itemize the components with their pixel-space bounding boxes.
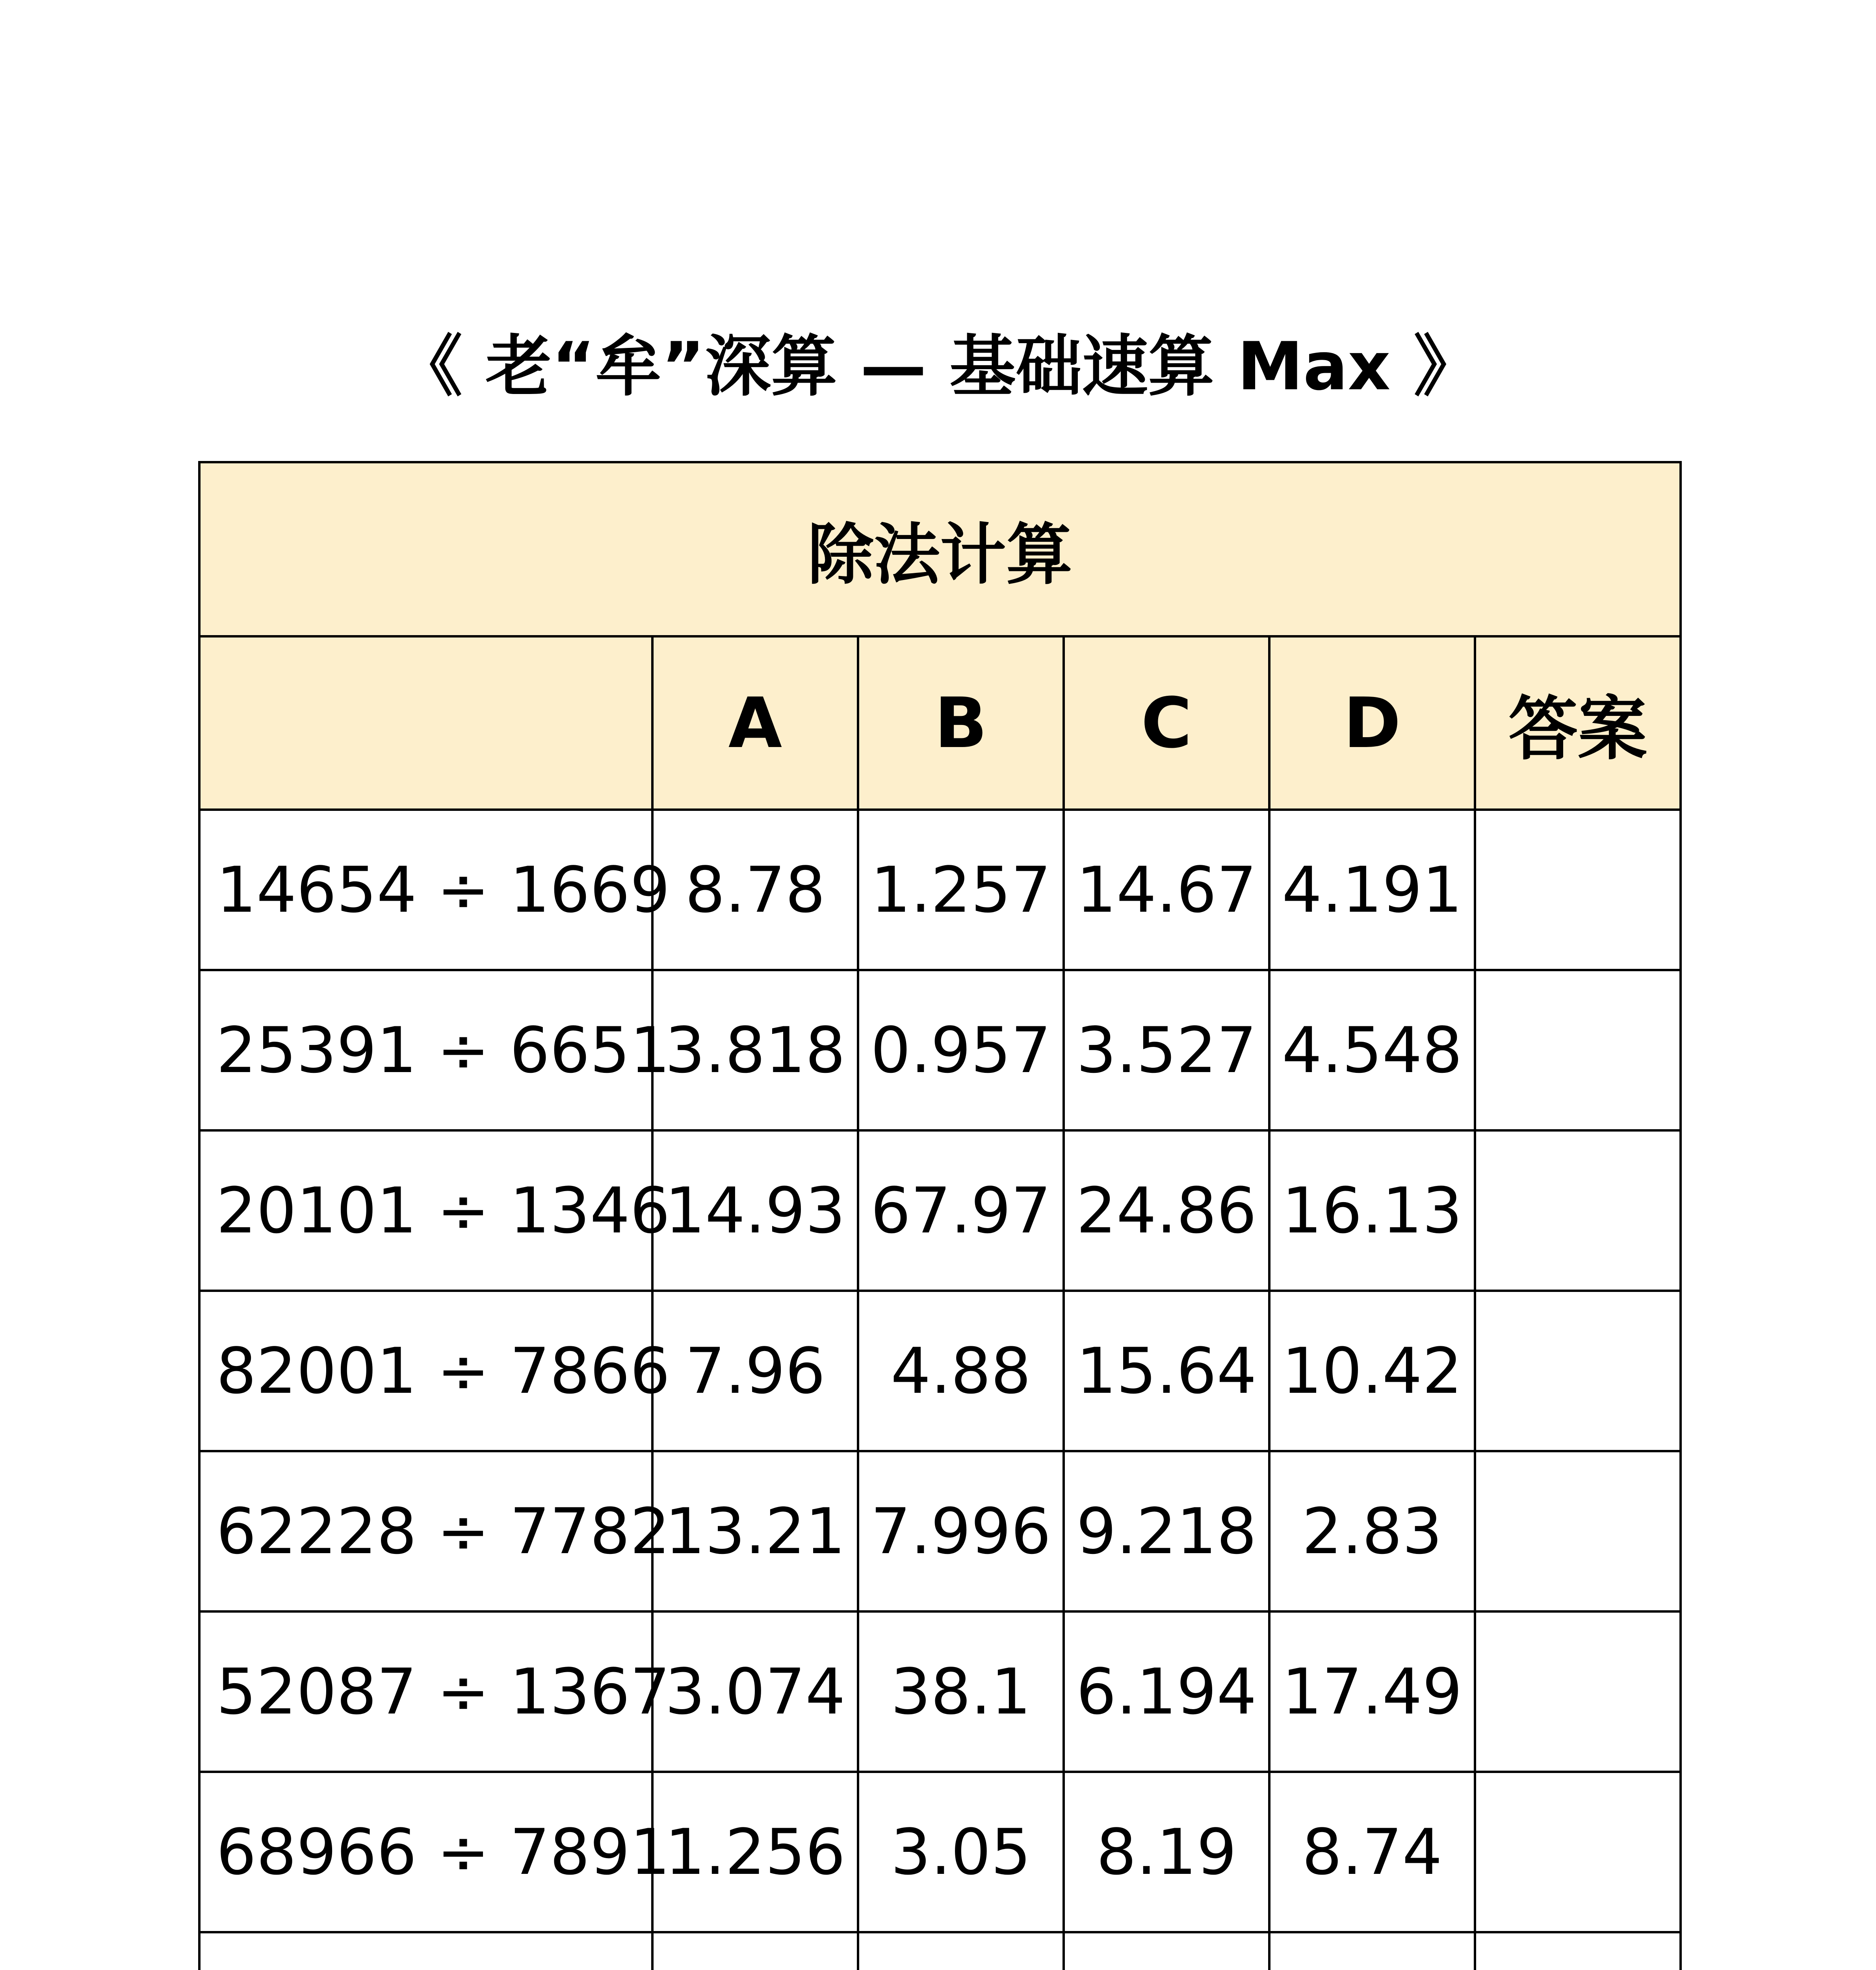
table-row [199, 1611, 1681, 1772]
column-header-c: C [1064, 636, 1269, 810]
table-row [199, 1451, 1681, 1611]
option-c-cell: 8.19 [1064, 1772, 1269, 1932]
option-d-cell: 4.548 [1269, 970, 1475, 1130]
option-d-cell [1269, 1932, 1475, 1970]
option-b-cell [858, 1932, 1064, 1970]
option-d-cell: 8.74 [1269, 1772, 1475, 1932]
problem-cell: 62228 ÷ 7782 [199, 1451, 652, 1611]
option-a-cell: 3.074 [652, 1611, 858, 1772]
option-a-cell: 7.96 [652, 1291, 858, 1451]
column-header-problem [199, 636, 652, 810]
option-c-cell: 9.218 [1064, 1451, 1269, 1611]
table-row [199, 1932, 1681, 1970]
problem-cell: 25391 ÷ 6651 [199, 970, 652, 1130]
option-b-cell: 38.1 [858, 1611, 1064, 1772]
section-title: 除法计算 [199, 462, 1681, 636]
problem-cell: 82001 ÷ 7866 [199, 1291, 652, 1451]
answer-cell[interactable] [1475, 810, 1681, 970]
option-b-cell: 3.05 [858, 1772, 1064, 1932]
option-a-cell: 14.93 [652, 1130, 858, 1291]
option-b-cell: 4.88 [858, 1291, 1064, 1451]
column-header-d: D [1269, 636, 1475, 810]
option-d-cell: 16.13 [1269, 1130, 1475, 1291]
answer-cell[interactable] [1475, 1772, 1681, 1932]
page-title: 《 老“牟”深算 — 基础速算 Max 》 [396, 328, 1480, 405]
problem-cell: 52087 ÷ 1367 [199, 1611, 652, 1772]
problem-cell: 20101 ÷ 1346 [199, 1130, 652, 1291]
option-c-cell: 3.527 [1064, 970, 1269, 1130]
problem-cell [199, 1932, 652, 1970]
option-c-cell: 14.67 [1064, 810, 1269, 970]
option-c-cell: 15.64 [1064, 1291, 1269, 1451]
table-row [199, 1130, 1681, 1291]
table-row [199, 1772, 1681, 1932]
option-a-cell [652, 1932, 858, 1970]
option-a-cell: 13.21 [652, 1451, 858, 1611]
option-b-cell: 1.257 [858, 810, 1064, 970]
option-d-cell: 4.191 [1269, 810, 1475, 970]
answer-cell[interactable] [1475, 1291, 1681, 1451]
answer-cell[interactable] [1475, 1130, 1681, 1291]
option-d-cell: 10.42 [1269, 1291, 1475, 1451]
division-quiz-table [198, 461, 1682, 1970]
table-row [199, 970, 1681, 1130]
option-c-cell: 6.194 [1064, 1611, 1269, 1772]
table-row [199, 810, 1681, 970]
column-header-b: B [858, 636, 1064, 810]
column-header-answer: 答案 [1475, 636, 1681, 810]
option-b-cell: 67.97 [858, 1130, 1064, 1291]
option-a-cell: 1.256 [652, 1772, 858, 1932]
answer-cell[interactable] [1475, 1611, 1681, 1772]
answer-cell[interactable] [1475, 1932, 1681, 1970]
problem-cell: 68966 ÷ 7891 [199, 1772, 652, 1932]
option-b-cell: 0.957 [858, 970, 1064, 1130]
option-d-cell: 2.83 [1269, 1451, 1475, 1611]
option-c-cell [1064, 1932, 1269, 1970]
option-c-cell: 24.86 [1064, 1130, 1269, 1291]
option-a-cell: 3.818 [652, 970, 858, 1130]
table-row [199, 1291, 1681, 1451]
option-d-cell: 17.49 [1269, 1611, 1475, 1772]
answer-cell[interactable] [1475, 1451, 1681, 1611]
problem-cell: 14654 ÷ 1669 [199, 810, 652, 970]
option-b-cell: 7.996 [858, 1451, 1064, 1611]
answer-cell[interactable] [1475, 970, 1681, 1130]
option-a-cell: 8.78 [652, 810, 858, 970]
column-header-a: A [652, 636, 858, 810]
